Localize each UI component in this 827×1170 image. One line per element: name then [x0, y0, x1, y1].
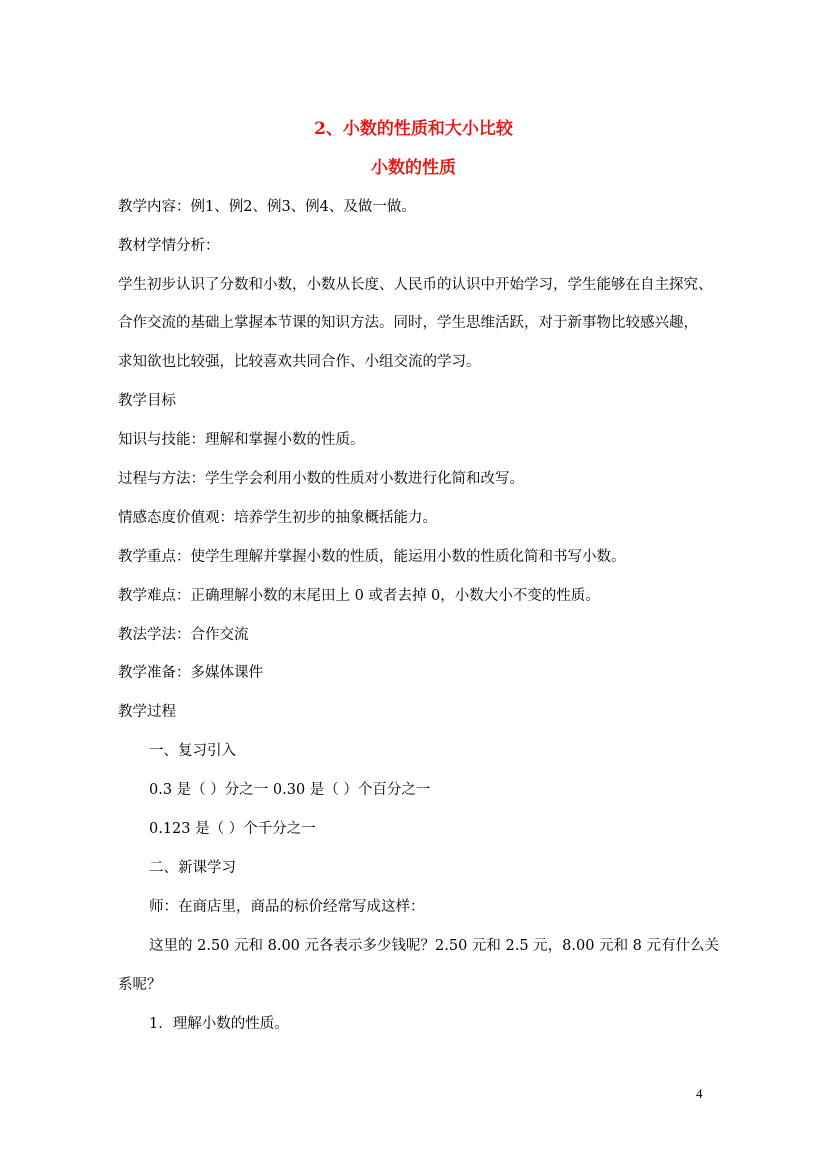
section-review: 一、复习引入 [149, 743, 236, 759]
analysis-text-line-2: 合作交流的基础上掌握本节课的知识方法。同时，学生思维活跃，对于新事物比较感兴趣， [118, 315, 698, 331]
review-question-1: 0.3 是（ ）分之一 0.30 是（ ）个百分之一 [149, 782, 431, 798]
question-line-1: 这里的 2.50 元和 8.00 元各表示多少钱呢？2.50 元和 2.5 元，8.00 元和 8 元有什么关 [149, 938, 720, 954]
document-title: 2、小数的性质和大小比较 [314, 119, 513, 139]
question-line-2: 系呢？ [118, 977, 162, 993]
section-new-lesson: 二、新课学习 [149, 860, 236, 876]
teaching-process-heading: 教学过程 [118, 704, 176, 720]
teaching-method: 教法学法：合作交流 [118, 627, 249, 643]
goal-emotion: 情感态度价值观：培养学生初步的抽象概括能力。 [118, 510, 437, 526]
teaching-difficulty: 教学难点：正确理解小数的末尾田上 0 或者去掉 0，小数大小不变的性质。 [118, 588, 600, 604]
document-subtitle: 小数的性质 [371, 158, 456, 178]
subsection-1: 1．理解小数的性质。 [149, 1016, 289, 1032]
material-analysis-heading: 教材学情分析： [118, 238, 220, 254]
teacher-remark: 师：在商店里，商品的标价经常写成这样： [149, 899, 425, 915]
teaching-preparation: 教学准备：多媒体课件 [118, 665, 263, 681]
teaching-goals-heading: 教学目标 [118, 393, 176, 409]
teaching-content: 教学内容：例1、例2、例3、例4、及做一做。 [118, 199, 416, 215]
analysis-text-line-1: 学生初步认识了分数和小数，小数从长度、人民币的认识中开始学习，学生能够在自主探究、 [118, 277, 713, 293]
teaching-key-point: 教学重点：使学生理解并掌握小数的性质，能运用小数的性质化简和书写小数。 [118, 549, 626, 565]
review-question-2: 0.123 是（ ）个千分之一 [149, 821, 316, 837]
analysis-text-line-3: 求知欲也比较强，比较喜欢共同合作、小组交流的学习。 [118, 354, 481, 370]
goal-knowledge: 知识与技能：理解和掌握小数的性质。 [118, 432, 365, 448]
page-number: 4 [696, 1086, 703, 1101]
goal-process: 过程与方法：学生学会利用小数的性质对小数进行化简和改写。 [118, 471, 524, 487]
